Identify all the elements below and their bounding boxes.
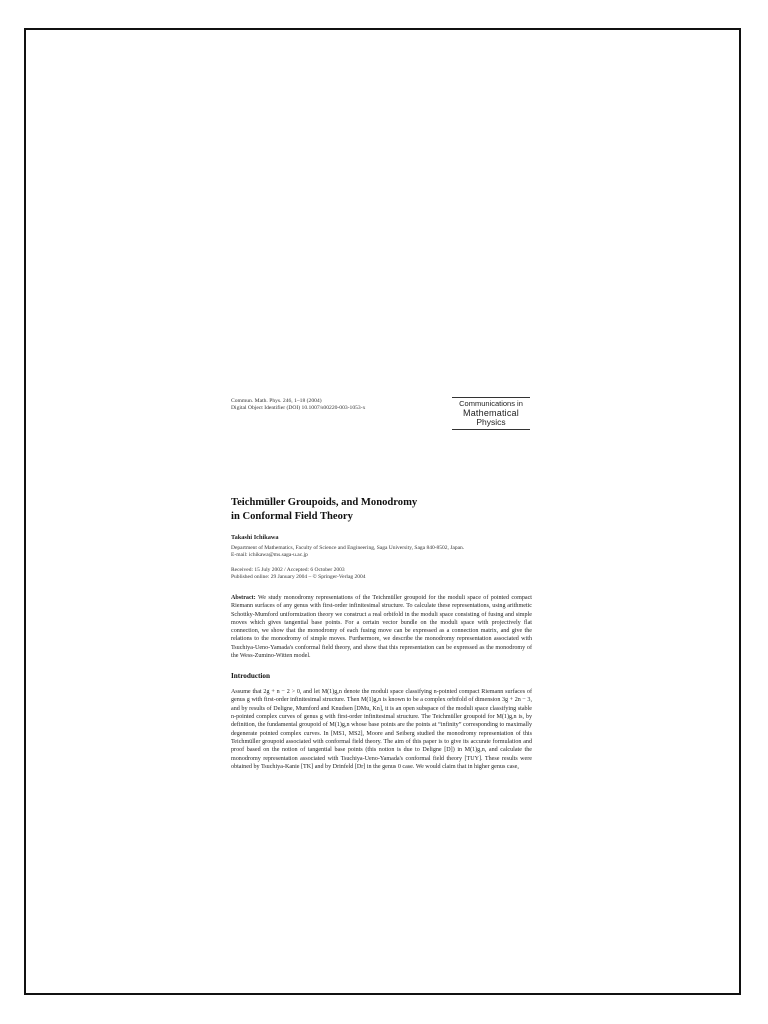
author: Takashi Ichikawa	[231, 534, 279, 541]
doi-line: Digital Object Identifier (DOI) 10.1007/s00220-003-1053-x	[231, 405, 366, 411]
paper-title	[231, 496, 532, 524]
journal-logo	[452, 397, 530, 430]
abstract-label: Abstract:	[231, 595, 256, 601]
abstract	[231, 594, 532, 660]
email: E-mail: ichikawa@ms.saga-u.ac.jp	[231, 552, 308, 558]
received-date: Received: 15 July 2002 / Accepted: 6 October 2003	[231, 567, 345, 573]
title-line-2: in Conformal Field Theory	[231, 511, 353, 522]
journal-name-line2: Mathematical	[463, 408, 519, 418]
journal-name-line1: Communications in	[459, 399, 523, 408]
introduction-text	[231, 688, 532, 771]
affiliation-block	[231, 545, 532, 559]
journal-name-line3: Physics	[476, 417, 506, 427]
published-date: Published online: 29 January 2004 – © Springer-Verlag 2004	[231, 574, 366, 580]
title-line-1: Teichmüller Groupoids, and Monodromy	[231, 497, 418, 508]
paper-page	[231, 397, 532, 771]
section-heading: Introduction	[231, 672, 271, 680]
citation	[231, 398, 431, 412]
citation-line: Commun. Math. Phys. 246, 1–18 (2004)	[231, 398, 322, 404]
affiliation: Department of Mathematics, Faculty of Science and Engineering, Saga University, Saga 840-8502, Japan.	[231, 545, 465, 551]
abstract-text: We study monodromy representations of the Teichmüller groupoid for the moduli space of pointed compact Riemann surfaces of any genus with first-order infinitesimal structure. To calculate these representations, using arithmetic Schottky-Mumford uniformization theory we construct a real orbifold in the moduli space consisting of fusing and simple moves which gives tangential base points. For a certain vector bundle on the moduli space with projectively flat connection, we show that the monodromy of each fusing move can be expressed as a connection matrix, and give the relations to the monodromy of simple moves. Furthermore, we describe the monodromy representation associated with Tsuchiya-Ueno-Yamada's conformal field theory, and show that this representation can be expressed as the monodromy of the Wess-Zumino-Witten model.	[231, 595, 532, 659]
dates-block	[231, 567, 532, 581]
header	[231, 397, 532, 431]
introduction-paragraph: Assume that 2g + n − 2 > 0, and let M(1)g,n denote the moduli space classifying n-pointed compact Riemann surfaces of genus g with first-order infinitesimal structure. Then M(1)g,n is known to be a complex orbifold of dimension 3g + 2n − 3, and by results of Deligne, Mumford and Knudsen [DMu, Kn], it is an open subspace of the moduli space classifying stable n-pointed complex curves of genus g with first-order infinitesimal structure. The Teichmüller groupoid for M(1)g,n is, by definition, the fundamental groupoid of M(1)g,n whose base points are the points at “infinity” corresponding to maximally degenerate pointed complex curves. In [MS1, MS2], Moore and Seiberg studied the monodromy representation of this Teichmüller groupoid associated with conformal field theory. The aim of this paper is to give its accurate formulation and proof based on the notion of tangential base points (this notion is due to Deligne [D]) in M(1)g,n, and calculate the monodromy representation associated with Tsuchiya-Ueno-Yamada's conformal field theory [TUY]. These results were obtained by Tsuchiya-Kanie [TK] and by Drinfeld [Dr] in the genus 0 case. We would claim that in higher genus case,	[231, 689, 532, 771]
